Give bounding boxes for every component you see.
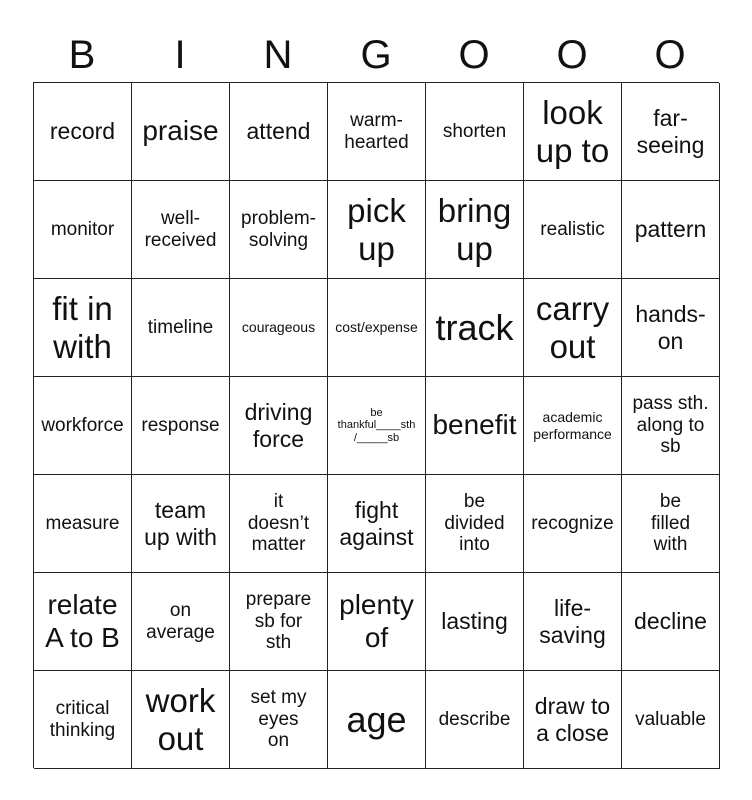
bingo-cell[interactable] bbox=[230, 83, 328, 181]
bingo-cell[interactable] bbox=[426, 377, 524, 475]
bingo-cell[interactable] bbox=[622, 377, 720, 475]
bingo-cell[interactable] bbox=[622, 279, 720, 377]
bingo-cell-text: carry out bbox=[535, 289, 610, 365]
bingo-cell[interactable] bbox=[524, 377, 622, 475]
bingo-cell-text: draw to a close bbox=[534, 693, 611, 746]
bingo-cell[interactable] bbox=[426, 279, 524, 377]
bingo-cell-text: workforce bbox=[41, 414, 124, 436]
bingo-cell-text: hands- on bbox=[635, 301, 706, 354]
bingo-cell-text: well- received bbox=[144, 207, 217, 251]
bingo-cell-text: work out bbox=[145, 681, 216, 757]
bingo-cell[interactable] bbox=[328, 671, 426, 769]
bingo-cell-text: realistic bbox=[540, 218, 605, 240]
bingo-cell-text: relate A to B bbox=[45, 589, 120, 653]
bingo-cell-text: praise bbox=[142, 115, 219, 147]
bingo-cell[interactable] bbox=[622, 475, 720, 573]
header-letter: O bbox=[654, 33, 686, 77]
bingo-cell-text: team up with bbox=[144, 497, 217, 550]
bingo-cell[interactable] bbox=[230, 671, 328, 769]
bingo-cell-text: shorten bbox=[442, 120, 507, 142]
bingo-cell[interactable] bbox=[132, 83, 230, 181]
bingo-board bbox=[33, 82, 719, 768]
bingo-cell[interactable] bbox=[524, 279, 622, 377]
bingo-cell-text: be filled with bbox=[650, 490, 691, 556]
bingo-cell-text: fit in with bbox=[52, 289, 113, 365]
bingo-cell[interactable] bbox=[622, 573, 720, 671]
bingo-cell[interactable] bbox=[132, 671, 230, 769]
bingo-cell-text: pass sth. along to sb bbox=[632, 392, 709, 458]
bingo-cell-text: life- saving bbox=[539, 595, 606, 648]
bingo-header bbox=[33, 28, 719, 82]
bingo-cell-text: recognize bbox=[531, 512, 614, 534]
bingo-cell-text: pick up bbox=[347, 191, 406, 267]
bingo-cell-text: age bbox=[346, 698, 407, 740]
header-letter: B bbox=[68, 33, 96, 77]
bingo-cell-text: prepare sb for sth bbox=[245, 588, 312, 654]
bingo-cell-text: look up to bbox=[535, 93, 610, 169]
bingo-cell-text: be thankful____sth /_____sb bbox=[337, 406, 416, 444]
bingo-cell-text: timeline bbox=[147, 316, 214, 338]
header-letter: I bbox=[174, 33, 186, 77]
bingo-cell[interactable] bbox=[34, 181, 132, 279]
bingo-cell-text: pattern bbox=[634, 216, 707, 243]
bingo-cell[interactable] bbox=[34, 377, 132, 475]
bingo-cell[interactable] bbox=[34, 573, 132, 671]
bingo-cell-text: measure bbox=[45, 512, 120, 534]
bingo-cell[interactable] bbox=[524, 573, 622, 671]
bingo-cell[interactable] bbox=[34, 279, 132, 377]
bingo-cell-text: on average bbox=[146, 599, 215, 643]
bingo-cell[interactable] bbox=[132, 475, 230, 573]
bingo-cell-text: critical thinking bbox=[49, 697, 116, 741]
bingo-cell[interactable] bbox=[34, 671, 132, 769]
bingo-cell[interactable] bbox=[622, 181, 720, 279]
bingo-cell-text: lasting bbox=[441, 608, 508, 635]
bingo-cell-text: bring up bbox=[437, 191, 512, 267]
bingo-cell[interactable] bbox=[328, 83, 426, 181]
bingo-cell[interactable] bbox=[230, 475, 328, 573]
bingo-cell[interactable] bbox=[34, 475, 132, 573]
bingo-cell-text: courageous bbox=[241, 319, 316, 336]
bingo-cell[interactable] bbox=[132, 573, 230, 671]
bingo-cell[interactable] bbox=[524, 181, 622, 279]
bingo-cell[interactable] bbox=[524, 475, 622, 573]
bingo-cell[interactable] bbox=[230, 181, 328, 279]
bingo-cell-text: warm- hearted bbox=[344, 109, 409, 153]
bingo-cell-text: far- seeing bbox=[636, 105, 705, 158]
bingo-cell-text: record bbox=[49, 118, 116, 145]
bingo-cell[interactable] bbox=[426, 83, 524, 181]
header-letter: N bbox=[263, 33, 293, 77]
bingo-cell-text: response bbox=[141, 414, 220, 436]
bingo-cell[interactable] bbox=[132, 377, 230, 475]
bingo-cell[interactable] bbox=[230, 573, 328, 671]
bingo-cell-text: fight against bbox=[339, 497, 414, 550]
bingo-cell[interactable] bbox=[34, 83, 132, 181]
bingo-cell[interactable] bbox=[328, 475, 426, 573]
bingo-cell-text: cost/expense bbox=[335, 319, 418, 336]
header-letter: O bbox=[458, 33, 490, 77]
bingo-cell[interactable] bbox=[426, 475, 524, 573]
bingo-cell-text: set my eyes on bbox=[250, 686, 307, 752]
bingo-cell-text: academic performance bbox=[533, 409, 612, 442]
bingo-cell[interactable] bbox=[426, 671, 524, 769]
bingo-cell-text: describe bbox=[438, 708, 511, 730]
bingo-cell-text: driving force bbox=[244, 399, 313, 452]
bingo-cell[interactable] bbox=[328, 279, 426, 377]
bingo-cell[interactable] bbox=[426, 573, 524, 671]
bingo-cell[interactable] bbox=[328, 181, 426, 279]
bingo-cell-text: track bbox=[435, 306, 514, 348]
bingo-cell[interactable] bbox=[622, 671, 720, 769]
bingo-cell[interactable] bbox=[230, 279, 328, 377]
bingo-cell-text: attend bbox=[246, 118, 311, 145]
bingo-cell-text: valuable bbox=[635, 708, 706, 730]
bingo-cell[interactable] bbox=[426, 181, 524, 279]
bingo-cell[interactable] bbox=[132, 279, 230, 377]
bingo-cell[interactable] bbox=[328, 377, 426, 475]
bingo-cell-text: it doesn’t matter bbox=[247, 490, 310, 556]
bingo-cell-text: benefit bbox=[432, 409, 517, 441]
header-letter: O bbox=[556, 33, 588, 77]
bingo-cell-text: plenty of bbox=[339, 589, 414, 653]
bingo-cell-text: decline bbox=[634, 608, 707, 635]
bingo-cell-text: be divided into bbox=[444, 490, 505, 556]
bingo-cell-text: problem- solving bbox=[241, 207, 316, 251]
bingo-cell[interactable] bbox=[524, 83, 622, 181]
bingo-cell-text: monitor bbox=[50, 218, 115, 240]
header-letter: G bbox=[360, 33, 392, 77]
bingo-cell[interactable] bbox=[230, 377, 328, 475]
bingo-cell[interactable] bbox=[328, 573, 426, 671]
bingo-cell[interactable] bbox=[524, 671, 622, 769]
bingo-cell[interactable] bbox=[622, 83, 720, 181]
bingo-cell[interactable] bbox=[132, 181, 230, 279]
